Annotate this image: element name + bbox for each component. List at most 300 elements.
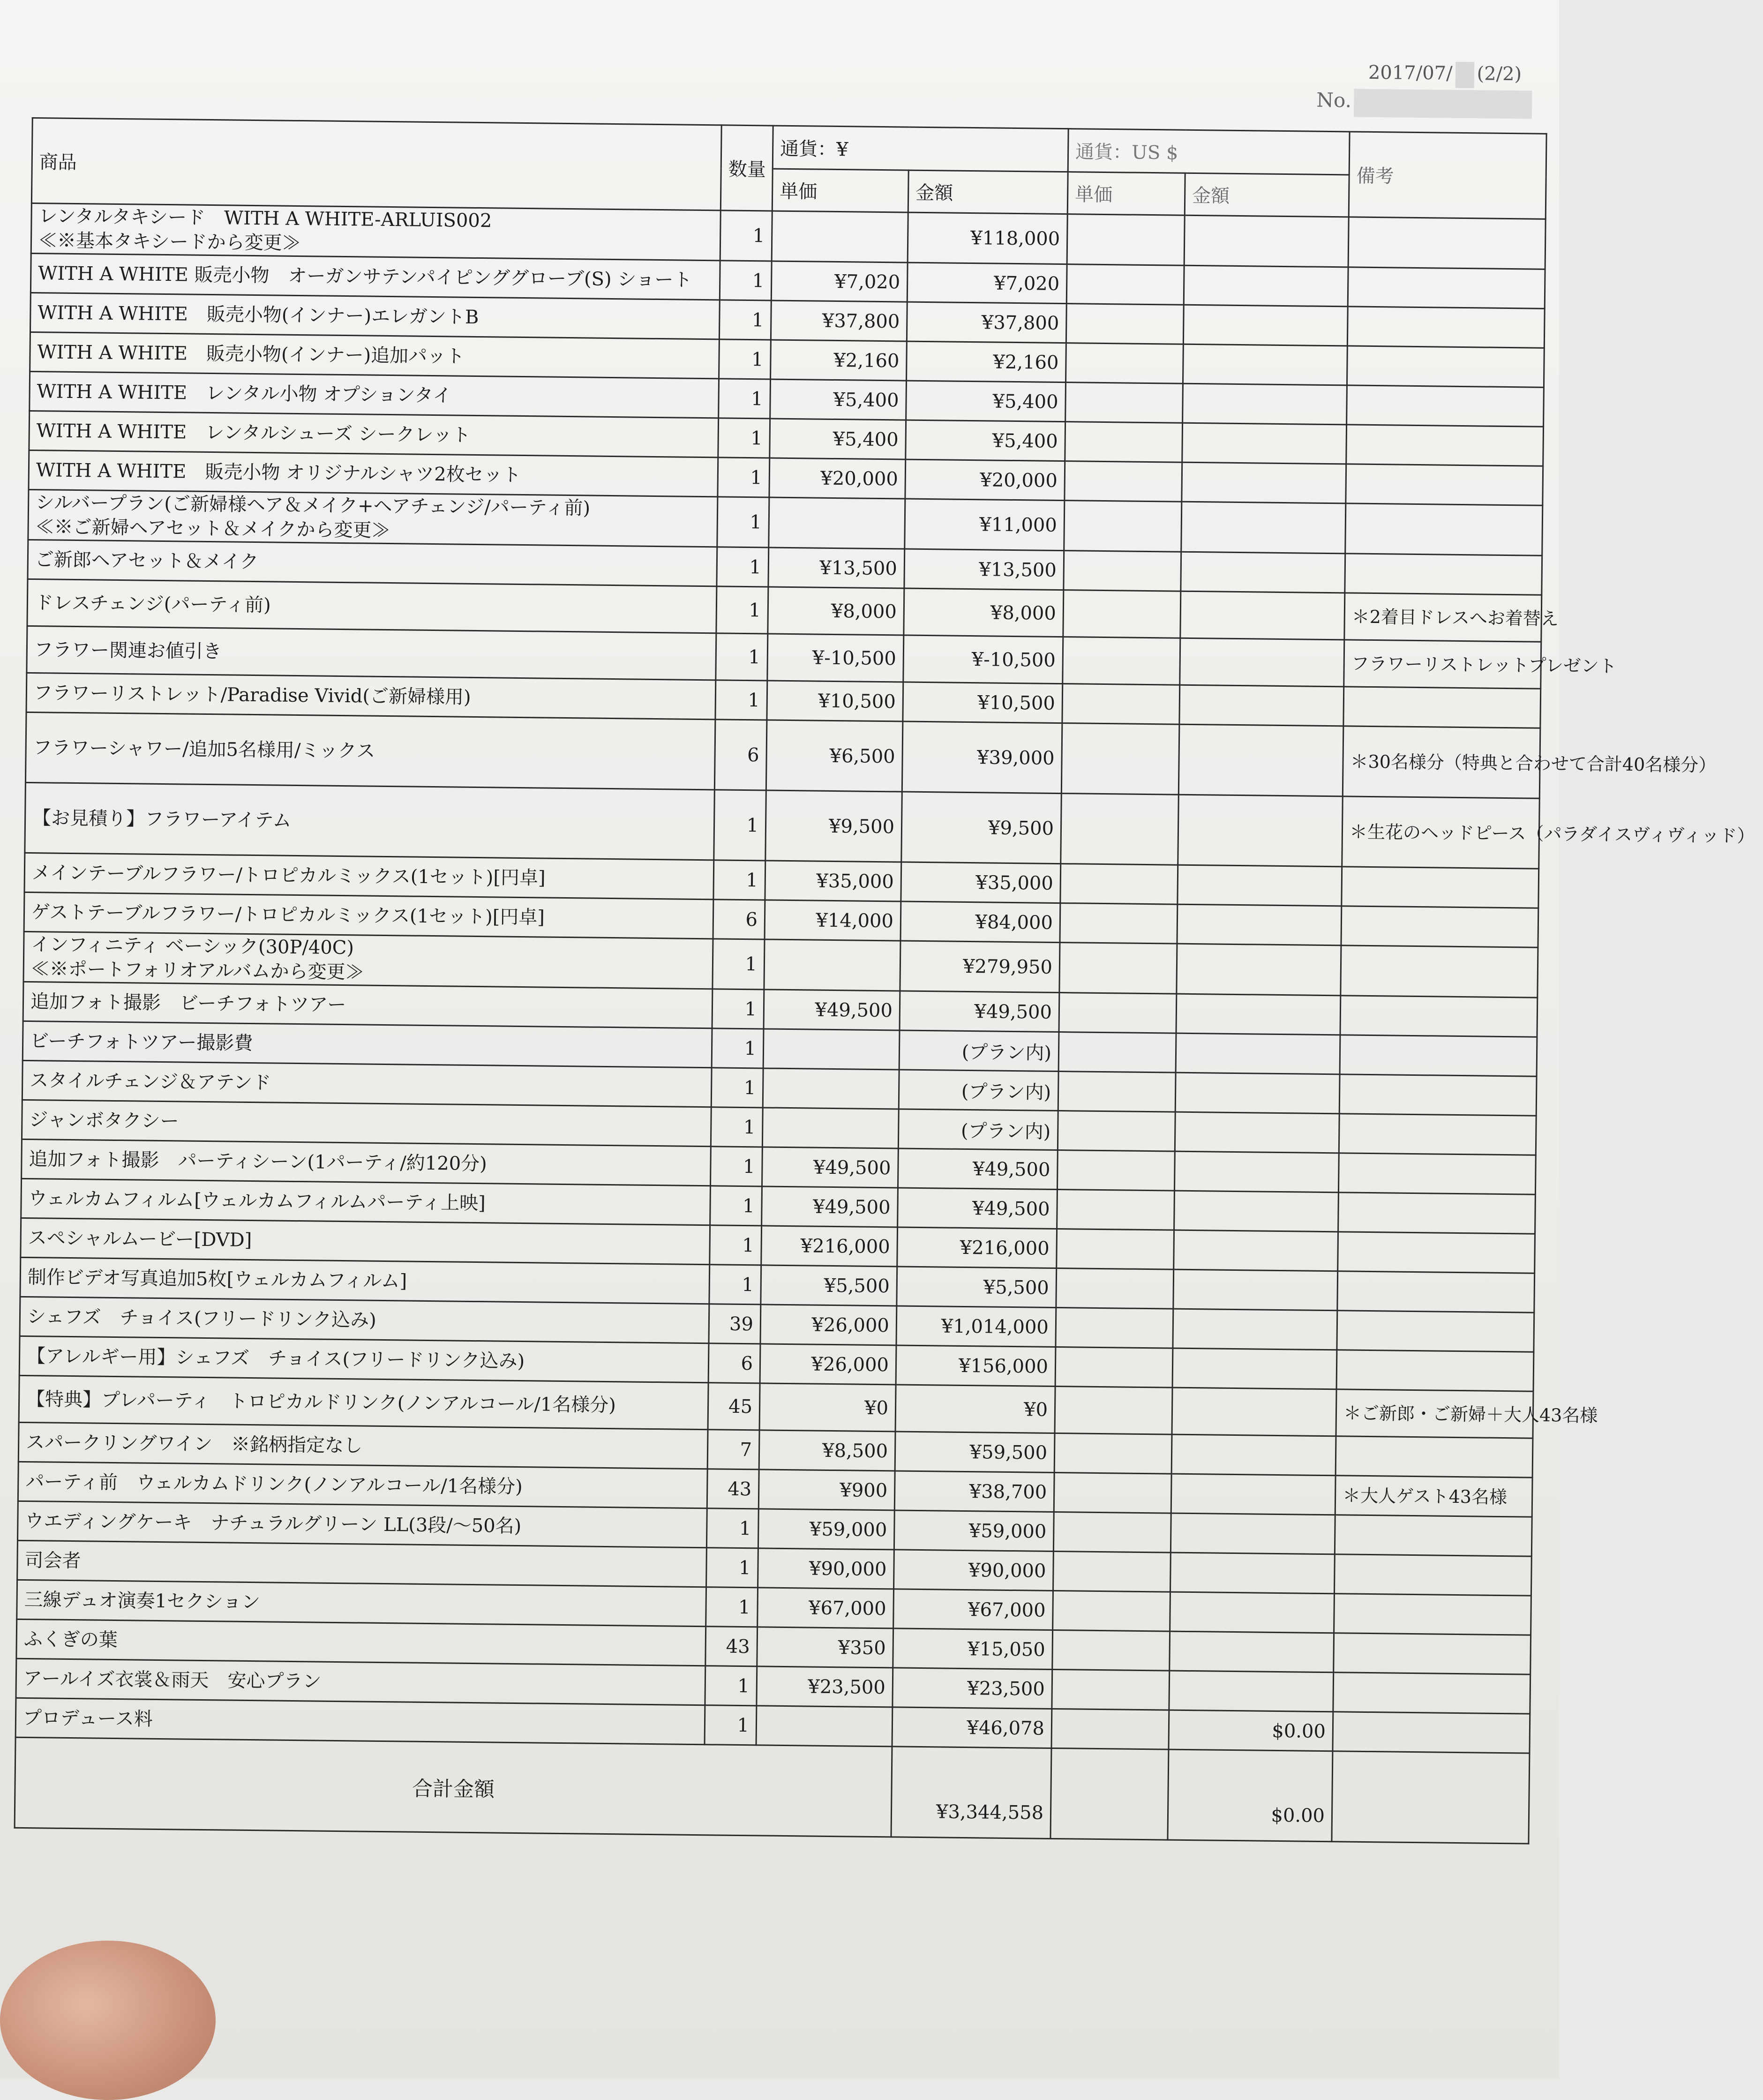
item-unit-price: ¥350 (757, 1627, 893, 1668)
item-usd-amount (1181, 552, 1345, 593)
item-usd-amount (1184, 265, 1348, 307)
item-qty: 1 (715, 680, 767, 720)
item-note: ＊大人ゲスト43名様 (1335, 1476, 1532, 1517)
item-qty: 1 (706, 1508, 758, 1548)
item-usd-unit-price (1065, 461, 1182, 502)
item-usd-amount (1177, 944, 1341, 996)
item-usd-amount (1179, 685, 1344, 726)
item-unit-price: ¥35,000 (765, 861, 901, 901)
item-qty: 1 (718, 418, 770, 458)
item-note (1348, 267, 1545, 308)
item-unit-price: ¥49,500 (762, 1147, 899, 1188)
item-amount: ¥1,014,000 (896, 1306, 1056, 1347)
item-usd-unit-price (1051, 1709, 1169, 1749)
item-unit-price: ¥2,160 (771, 340, 907, 381)
item-subnote: ≪※ご新婦ヘアセット＆メイクから変更≫ (35, 516, 390, 542)
item-usd-unit-price (1058, 1072, 1176, 1112)
item-name-cell (23, 931, 713, 989)
item-usd-amount (1169, 1671, 1334, 1712)
col-header-jpy-amount: 金額 (908, 170, 1068, 214)
item-usd-amount (1183, 344, 1348, 385)
item-qty: 1 (720, 261, 772, 300)
item-name: プロデュース料 (23, 1707, 153, 1730)
item-qty: 45 (708, 1383, 760, 1430)
item-qty: 1 (719, 300, 771, 340)
item-qty: 6 (708, 1343, 760, 1383)
item-name: シルバープラン(ご新婦様ヘア＆メイク+ヘアチェンジ/パーティ前) (35, 492, 591, 519)
item-usd-amount (1175, 1072, 1340, 1114)
item-name-cell (30, 371, 719, 418)
item-name: 追加フォト撮影 パーティシーン(1パーティ/約120分) (29, 1148, 488, 1175)
item-name-cell (17, 1580, 706, 1626)
item-name: ジャンボタクシー (29, 1109, 179, 1132)
item-qty: 7 (707, 1430, 759, 1470)
item-usd-unit-price (1065, 422, 1183, 463)
item-name-cell (20, 1257, 710, 1304)
item-amount: ¥10,500 (903, 682, 1063, 723)
item-name: フラワーシャワー/追加5名様用/ミックス (33, 736, 375, 762)
item-note: ＊ご新郎・ご新婦＋大人43名様 (1336, 1389, 1533, 1438)
item-usd-unit-price (1058, 1032, 1176, 1073)
item-name: アールイズ衣裳＆雨天 安心プラン (23, 1667, 322, 1693)
item-unit-price: ¥5,400 (770, 419, 906, 459)
item-unit-price: ¥23,500 (757, 1666, 893, 1707)
item-qty: 1 (712, 989, 764, 1029)
item-amount: ¥37,800 (907, 302, 1066, 343)
invoice-document (23, 19, 1755, 1827)
item-qty: 6 (714, 720, 767, 790)
item-note (1340, 1035, 1537, 1076)
item-qty: 1 (706, 1548, 758, 1588)
item-name: レンタルタキシード WITH A WHITE-ARLUIS002 (38, 205, 492, 232)
item-name-cell (25, 782, 714, 860)
item-name: フラワーリストレット/Paradise Vivid(ご新婦様用) (33, 682, 471, 708)
item-name: ビーチフォトツアー撮影費 (30, 1030, 253, 1054)
col-header-currency-jpy: 通貨：¥ (773, 126, 1068, 172)
item-usd-amount (1171, 1434, 1336, 1476)
item-note (1346, 425, 1544, 466)
item-name: インフィニティ ベーシック(30P/40C) (31, 934, 354, 959)
item-usd-unit-price (1056, 1268, 1174, 1309)
item-qty: 1 (713, 860, 765, 900)
item-name: 【特典】プレパーティ トロピカルドリンク(ノンアルコール/1名様分) (26, 1388, 616, 1416)
item-name-cell (29, 450, 718, 496)
item-name-cell (23, 1021, 712, 1067)
item-usd-amount (1178, 795, 1343, 867)
item-note (1339, 1114, 1536, 1155)
item-name: ご新郎ヘアセット＆メイク (35, 548, 259, 573)
col-header-qty: 数量 (720, 125, 773, 211)
item-usd-amount (1176, 1033, 1340, 1074)
col-header-usd-unit-price: 単価 (1067, 172, 1185, 216)
item-usd-unit-price (1067, 214, 1185, 266)
item-note (1335, 1436, 1533, 1478)
item-unit-price: ¥9,500 (765, 790, 902, 862)
item-name: 三線デュオ演奏1セクション (24, 1589, 261, 1613)
item-note (1339, 1074, 1537, 1116)
item-usd-unit-price (1059, 943, 1177, 994)
item-usd-unit-price (1057, 1229, 1174, 1270)
item-unit-price: ¥13,500 (768, 548, 905, 588)
item-unit-price: ¥26,000 (760, 1344, 896, 1385)
col-header-jpy-unit-price: 単価 (772, 169, 908, 212)
item-name: スパークリングワイン ※銘柄指定なし (25, 1431, 363, 1457)
item-amount: ¥-10,500 (903, 635, 1063, 684)
item-note (1341, 906, 1538, 947)
item-usd-unit-price (1053, 1590, 1170, 1631)
item-amount: ¥7,020 (907, 262, 1067, 304)
total-usd: $0.00 (1168, 1749, 1333, 1842)
item-usd-unit-price (1061, 794, 1179, 865)
item-usd-unit-price (1066, 343, 1184, 384)
item-usd-unit-price (1053, 1551, 1171, 1592)
item-name: パーティ前 ウェルカムドリンク(ノンアルコール/1名様分) (25, 1470, 523, 1498)
item-name-cell (22, 1100, 711, 1146)
item-name: フラワー関連お値引き (34, 638, 222, 662)
item-usd-unit-price (1057, 1150, 1175, 1191)
item-unit-price: ¥14,000 (765, 900, 901, 941)
item-qty: 1 (717, 547, 769, 587)
item-note (1345, 554, 1542, 595)
item-name-cell (29, 411, 719, 457)
item-name: WITH A WHITE 販売小物(インナー)追加パット (37, 341, 465, 368)
item-note (1345, 503, 1543, 555)
item-usd-amount (1174, 1230, 1338, 1271)
item-amount: ¥216,000 (897, 1227, 1057, 1268)
item-qty: 1 (711, 1107, 763, 1147)
item-qty: 1 (705, 1705, 757, 1745)
document-number-label: No. (1316, 88, 1352, 112)
item-unit-price: ¥5,400 (770, 379, 907, 420)
col-header-notes: 備考 (1349, 132, 1546, 219)
item-name-cell (24, 892, 713, 938)
item-usd-amount (1175, 1112, 1339, 1153)
item-usd-amount (1180, 638, 1344, 687)
item-note: ＊生花のヘッドピース（パラダイスヴィヴィッド） (1342, 796, 1540, 869)
item-name: WITH A WHITE 販売小物 オーガンサテンパイピンググローブ(S) ショート (38, 262, 692, 291)
item-note (1337, 1311, 1534, 1352)
item-name: スペシャルムービー[DVD] (28, 1227, 252, 1251)
item-unit-price (769, 497, 905, 549)
item-usd-amount (1170, 1592, 1335, 1633)
item-note (1343, 687, 1541, 728)
item-name-cell (18, 1462, 707, 1508)
item-unit-price (764, 939, 900, 991)
item-name-cell (21, 1218, 710, 1264)
item-qty: 1 (716, 586, 768, 634)
item-qty: 1 (711, 1147, 763, 1186)
item-usd-unit-price (1066, 304, 1184, 345)
item-usd-unit-price (1060, 864, 1178, 905)
item-amount: ¥279,950 (900, 941, 1060, 993)
item-unit-price: ¥0 (759, 1383, 896, 1432)
item-amount: ¥13,500 (904, 549, 1064, 590)
item-usd-amount (1183, 383, 1347, 425)
item-name-cell (21, 1178, 711, 1225)
item-note (1334, 1594, 1531, 1635)
item-usd-amount (1170, 1513, 1335, 1554)
item-unit-price: ¥20,000 (769, 458, 906, 499)
item-usd-unit-price (1064, 501, 1182, 552)
item-usd-amount (1174, 1191, 1339, 1232)
item-note (1338, 1192, 1536, 1234)
item-unit-price (763, 1068, 899, 1109)
item-name: 追加フォト撮影 ビーチフォトツアー (30, 990, 346, 1016)
col-header-item: 商品 (31, 118, 721, 210)
item-note (1346, 464, 1543, 505)
item-usd-amount (1178, 724, 1343, 796)
item-note (1337, 1271, 1535, 1312)
item-qty: 1 (719, 339, 771, 379)
item-amount: ¥46,078 (892, 1707, 1052, 1748)
item-name: 【アレルギー用】シェフズ チョイス(フリードリンク込み) (26, 1345, 525, 1372)
item-unit-price: ¥8,000 (768, 587, 904, 635)
item-name: WITH A WHITE レンタル小物 オプションタイ (37, 380, 452, 406)
item-unit-price: ¥5,500 (761, 1265, 897, 1306)
item-amount: ¥23,500 (893, 1668, 1052, 1709)
item-unit-price: ¥8,500 (759, 1430, 895, 1471)
item-usd-amount (1177, 904, 1342, 945)
item-amount: ¥59,500 (895, 1432, 1055, 1473)
item-usd-amount (1182, 423, 1347, 464)
item-amount: ¥5,500 (897, 1267, 1057, 1308)
item-unit-price: ¥37,800 (771, 300, 907, 341)
item-name-cell (31, 203, 720, 260)
item-unit-price: ¥6,500 (766, 720, 903, 792)
item-qty: 1 (718, 458, 770, 497)
item-qty: 1 (714, 790, 766, 861)
item-qty: 39 (709, 1304, 761, 1344)
item-amount: ¥2,160 (907, 341, 1066, 382)
item-name-cell (20, 1297, 709, 1343)
item-note (1341, 945, 1538, 998)
item-name-cell (28, 489, 718, 547)
item-name: ふくぎの葉 (23, 1628, 118, 1651)
item-usd-amount (1180, 591, 1345, 640)
item-name-cell (22, 1060, 712, 1107)
item-amount: ¥39,000 (902, 721, 1062, 794)
item-name-cell (30, 332, 720, 378)
item-amount: ¥67,000 (893, 1589, 1053, 1630)
item-amount: (プラン内) (899, 1070, 1058, 1111)
item-qty: 6 (713, 900, 765, 939)
item-unit-price: ¥10,500 (767, 681, 903, 721)
item-qty: 1 (720, 210, 772, 261)
item-amount: ¥8,000 (904, 588, 1064, 637)
item-name-cell (16, 1619, 706, 1665)
item-usd-unit-price (1057, 1190, 1175, 1230)
item-name: 【お見積り】フラワーアイテム (32, 807, 292, 832)
item-amount: (プラン内) (899, 1030, 1059, 1072)
item-usd-unit-price (1058, 1111, 1175, 1152)
item-name-cell (27, 626, 716, 680)
item-usd-amount (1178, 865, 1342, 906)
item-amount: ¥15,050 (893, 1628, 1053, 1670)
date-prefix: 2017/07/ (1368, 61, 1453, 84)
item-note (1347, 346, 1544, 387)
page-indicator: (2/2) (1477, 63, 1522, 85)
finger-photo-artifact (0, 1941, 216, 2100)
item-usd-amount (1183, 305, 1348, 346)
item-usd-amount (1171, 1474, 1335, 1515)
item-amount: ¥49,500 (898, 1148, 1058, 1190)
item-qty: 1 (705, 1666, 757, 1706)
col-header-usd-amount: 金額 (1185, 173, 1349, 217)
item-amount: ¥59,000 (894, 1510, 1054, 1552)
item-usd-unit-price (1054, 1472, 1171, 1513)
item-usd-unit-price (1053, 1512, 1171, 1552)
item-amount: ¥0 (895, 1385, 1055, 1433)
item-usd-unit-price (1065, 382, 1183, 423)
item-usd-amount (1172, 1348, 1337, 1389)
item-amount: (プラン内) (898, 1109, 1058, 1150)
item-usd-unit-price (1059, 993, 1177, 1034)
item-name: WITH A WHITE 販売小物 オリジナルシャツ2枚セット (36, 459, 521, 486)
item-note (1333, 1672, 1530, 1714)
item-name-cell (18, 1422, 708, 1469)
item-name: ドレスチェンジ(パーティ前) (34, 592, 271, 616)
total-note (1332, 1751, 1530, 1844)
item-amount: ¥49,500 (898, 1188, 1058, 1229)
item-usd-unit-price (1064, 551, 1181, 592)
item-name: ウェルカムフィルム[ウェルカムフィルムパーティ上映] (28, 1187, 486, 1214)
item-subnote: ≪※ポートフォリオアルバムから変更≫ (30, 958, 364, 983)
item-name-cell (19, 1336, 709, 1382)
item-note (1334, 1554, 1531, 1596)
item-usd-amount (1181, 502, 1346, 554)
item-qty: 1 (710, 1225, 762, 1265)
item-amount: ¥20,000 (905, 459, 1065, 501)
item-amount: ¥35,000 (901, 862, 1061, 903)
item-name: シェフズ チョイス(フリードリンク込み) (27, 1305, 377, 1331)
item-name-cell (27, 579, 717, 633)
item-name-cell (25, 712, 715, 789)
item-amount: ¥156,000 (896, 1345, 1056, 1387)
item-unit-price: ¥67,000 (758, 1588, 894, 1628)
item-usd-unit-price (1063, 590, 1181, 638)
item-usd-amount (1173, 1309, 1337, 1350)
item-name-cell (30, 253, 720, 300)
item-usd-amount (1184, 215, 1349, 267)
item-qty: 1 (717, 497, 769, 548)
item-amount: ¥5,400 (906, 420, 1065, 461)
item-name: メインテーブルフラワー/トロピカルミックス(1セット)[円卓] (31, 862, 546, 889)
item-unit-price: ¥26,000 (760, 1305, 897, 1345)
item-unit-price: ¥-10,500 (767, 634, 904, 682)
item-name: 司会者 (24, 1549, 81, 1572)
item-qty: 1 (706, 1587, 758, 1627)
item-amount: ¥11,000 (905, 499, 1065, 551)
item-note (1338, 1153, 1536, 1194)
document-date (1368, 61, 1522, 89)
item-usd-amount (1176, 994, 1341, 1035)
item-note (1338, 1232, 1535, 1273)
item-amount: ¥90,000 (894, 1550, 1054, 1591)
item-note: ＊30名様分（特典と合わせて合計40名様分） (1343, 726, 1540, 798)
item-note (1336, 1350, 1534, 1391)
item-name: WITH A WHITE レンタルシューズ シークレット (36, 420, 471, 446)
item-note: フラワーリストレットプレゼント (1344, 640, 1541, 689)
item-usd-unit-price (1055, 1386, 1172, 1434)
item-amount: ¥9,500 (901, 792, 1062, 864)
item-unit-price: ¥216,000 (761, 1226, 898, 1267)
col-header-currency-usd: 通貨：US $ (1068, 129, 1350, 175)
item-name: ゲストテーブルフラワー/トロピカルミックス(1セット)[円卓] (31, 901, 545, 929)
item-name-cell (23, 982, 713, 1028)
item-note (1342, 867, 1539, 908)
item-unit-price: ¥49,500 (762, 1186, 898, 1227)
item-usd-unit-price (1052, 1630, 1170, 1671)
item-amount: ¥49,500 (900, 991, 1059, 1032)
item-unit-price: ¥7,020 (771, 261, 908, 302)
item-usd-unit-price (1066, 264, 1184, 305)
item-unit-price: ¥900 (758, 1470, 895, 1510)
total-label: 合計金額 (15, 1737, 892, 1837)
total-usd-unit (1050, 1748, 1169, 1840)
total-row (15, 1737, 1530, 1844)
item-usd-unit-price (1063, 637, 1180, 685)
item-usd-amount (1170, 1631, 1334, 1672)
item-name-cell (18, 1501, 707, 1547)
item-usd-amount (1173, 1269, 1338, 1311)
item-note: ＊2着目ドレスへお着替え (1344, 593, 1542, 642)
item-usd-amount (1172, 1388, 1336, 1436)
item-usd-unit-price (1060, 903, 1178, 944)
item-usd-unit-price (1062, 684, 1180, 725)
item-note (1340, 996, 1538, 1037)
item-unit-price (763, 1029, 900, 1070)
item-name-cell (22, 1139, 711, 1185)
item-note (1347, 307, 1545, 348)
item-qty: 1 (712, 1028, 764, 1068)
redaction-mark (1455, 62, 1474, 88)
item-usd-amount (1182, 462, 1346, 503)
item-qty: 1 (710, 1186, 762, 1226)
invoice-table (14, 117, 1755, 1845)
item-note (1335, 1515, 1532, 1556)
item-name-cell (19, 1375, 708, 1429)
item-qty: 43 (705, 1627, 758, 1666)
item-unit-price (762, 1108, 899, 1148)
total-jpy: ¥3,344,558 (891, 1747, 1051, 1839)
item-name-cell (26, 673, 716, 719)
item-name-cell (16, 1658, 705, 1705)
item-qty: 1 (716, 633, 768, 681)
item-unit-price: ¥49,500 (764, 990, 900, 1030)
item-qty: 1 (713, 939, 765, 990)
item-name: 制作ビデオ写真追加5枚[ウェルカムフィルム] (27, 1266, 407, 1292)
item-name-cell (30, 292, 720, 339)
item-usd-unit-price (1055, 1347, 1173, 1388)
item-qty: 1 (709, 1265, 761, 1305)
item-name-cell (24, 853, 714, 899)
item-note (1348, 217, 1545, 269)
item-note (1347, 385, 1544, 427)
item-unit-price (772, 211, 908, 262)
item-name: スタイルチェンジ＆アテンド (30, 1069, 271, 1094)
item-usd-amount (1170, 1552, 1335, 1594)
item-unit-price (756, 1706, 893, 1747)
item-usd-unit-price (1061, 723, 1179, 795)
item-note (1334, 1633, 1531, 1674)
item-name-cell (28, 540, 717, 586)
item-amount: ¥84,000 (900, 901, 1060, 943)
item-usd-unit-price (1052, 1669, 1170, 1710)
item-name-cell (17, 1540, 707, 1587)
item-name: ウエディングケーキ ナチュラルグリーン LL(3段/〜50名) (25, 1510, 522, 1537)
item-amount: ¥5,400 (906, 381, 1066, 422)
item-qty: 1 (719, 379, 771, 419)
